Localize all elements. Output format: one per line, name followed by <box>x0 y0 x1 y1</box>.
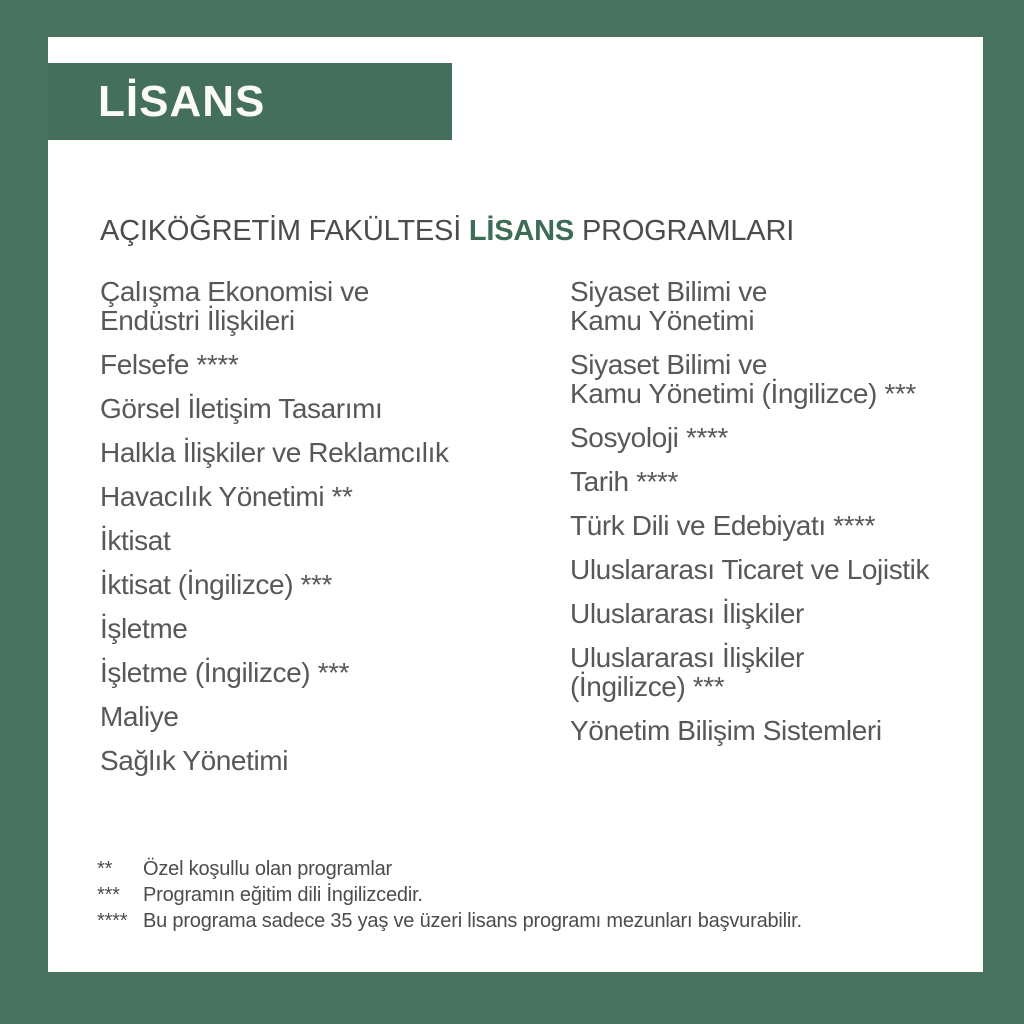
program-item <box>570 716 963 745</box>
program-line: Siyaset Bilimi ve <box>570 349 768 380</box>
program-line: Çalışma Ekonomisi ve <box>100 276 369 307</box>
footnote-text: Programın eğitim dili İngilizcedir. <box>143 884 423 906</box>
program-item <box>570 467 963 496</box>
program-line: (İngilizce) *** <box>570 671 725 702</box>
program-line: Kamu Yönetimi (İngilizce) *** <box>570 378 916 409</box>
program-item <box>570 599 963 628</box>
program-line: Sosyoloji **** <box>570 422 728 453</box>
banner-title: LİSANS <box>98 76 266 126</box>
program-line: Felsefe **** <box>100 349 239 380</box>
program-item <box>100 526 570 555</box>
program-item <box>570 511 963 540</box>
program-item <box>100 277 570 335</box>
lisans-banner <box>48 63 452 140</box>
program-line: Endüstri İlişkileri <box>100 305 295 336</box>
program-item <box>570 277 963 335</box>
program-line: İşletme (İngilizce) *** <box>100 657 350 688</box>
page-title-suffix: PROGRAMLARI <box>581 215 795 247</box>
program-item <box>570 423 963 452</box>
footnote-marker: ** <box>97 858 113 880</box>
program-line: Uluslararası İlişkiler <box>570 642 804 673</box>
program-item <box>100 570 570 599</box>
program-line: Görsel İletişim Tasarımı <box>100 393 383 424</box>
program-list-right <box>570 277 963 790</box>
program-list-left <box>100 277 570 790</box>
program-line: Sağlık Yönetimi <box>100 745 289 776</box>
program-line: Halkla İlişkiler ve Reklamcılık <box>100 437 449 468</box>
footnotes <box>97 857 963 935</box>
program-line: Kamu Yönetimi <box>570 305 755 336</box>
program-item <box>100 614 570 643</box>
program-line: Uluslararası İlişkiler <box>570 598 804 629</box>
program-item <box>100 658 570 687</box>
footnote-text: Özel koşullu olan programlar <box>143 858 392 880</box>
program-item <box>100 746 570 775</box>
program-line: İşletme <box>100 613 188 644</box>
program-item <box>100 702 570 731</box>
program-line: Türk Dili ve Edebiyatı **** <box>570 510 876 541</box>
program-item <box>570 350 963 408</box>
footnote-row <box>97 883 963 907</box>
footnote-marker: *** <box>97 884 120 906</box>
program-item <box>100 394 570 423</box>
footnote-row <box>97 857 963 881</box>
program-item <box>570 643 963 701</box>
program-line: Yönetim Bilişim Sistemleri <box>570 715 882 746</box>
program-item <box>570 555 963 584</box>
program-line: Uluslararası Ticaret ve Lojistik <box>570 554 930 585</box>
page-title-prefix: AÇIKÖĞRETİM FAKÜLTESİ <box>100 215 462 247</box>
program-item <box>100 482 570 511</box>
program-line: Tarih **** <box>570 466 679 497</box>
program-columns <box>100 277 963 790</box>
program-item <box>100 438 570 467</box>
footnote-marker: **** <box>97 910 128 932</box>
page-title <box>100 215 794 248</box>
program-item <box>100 350 570 379</box>
program-line: İktisat <box>100 525 171 556</box>
footnote-row <box>97 909 963 933</box>
footnote-text: Bu programa sadece 35 yaş ve üzeri lisans programı mezunları başvurabilir. <box>143 910 802 932</box>
page-title-highlight: LİSANS <box>468 215 575 247</box>
program-line: Maliye <box>100 701 179 732</box>
program-line: İktisat (İngilizce) *** <box>100 569 332 600</box>
program-line: Siyaset Bilimi ve <box>570 276 768 307</box>
program-line: Havacılık Yönetimi ** <box>100 481 353 512</box>
content-panel <box>48 37 983 972</box>
